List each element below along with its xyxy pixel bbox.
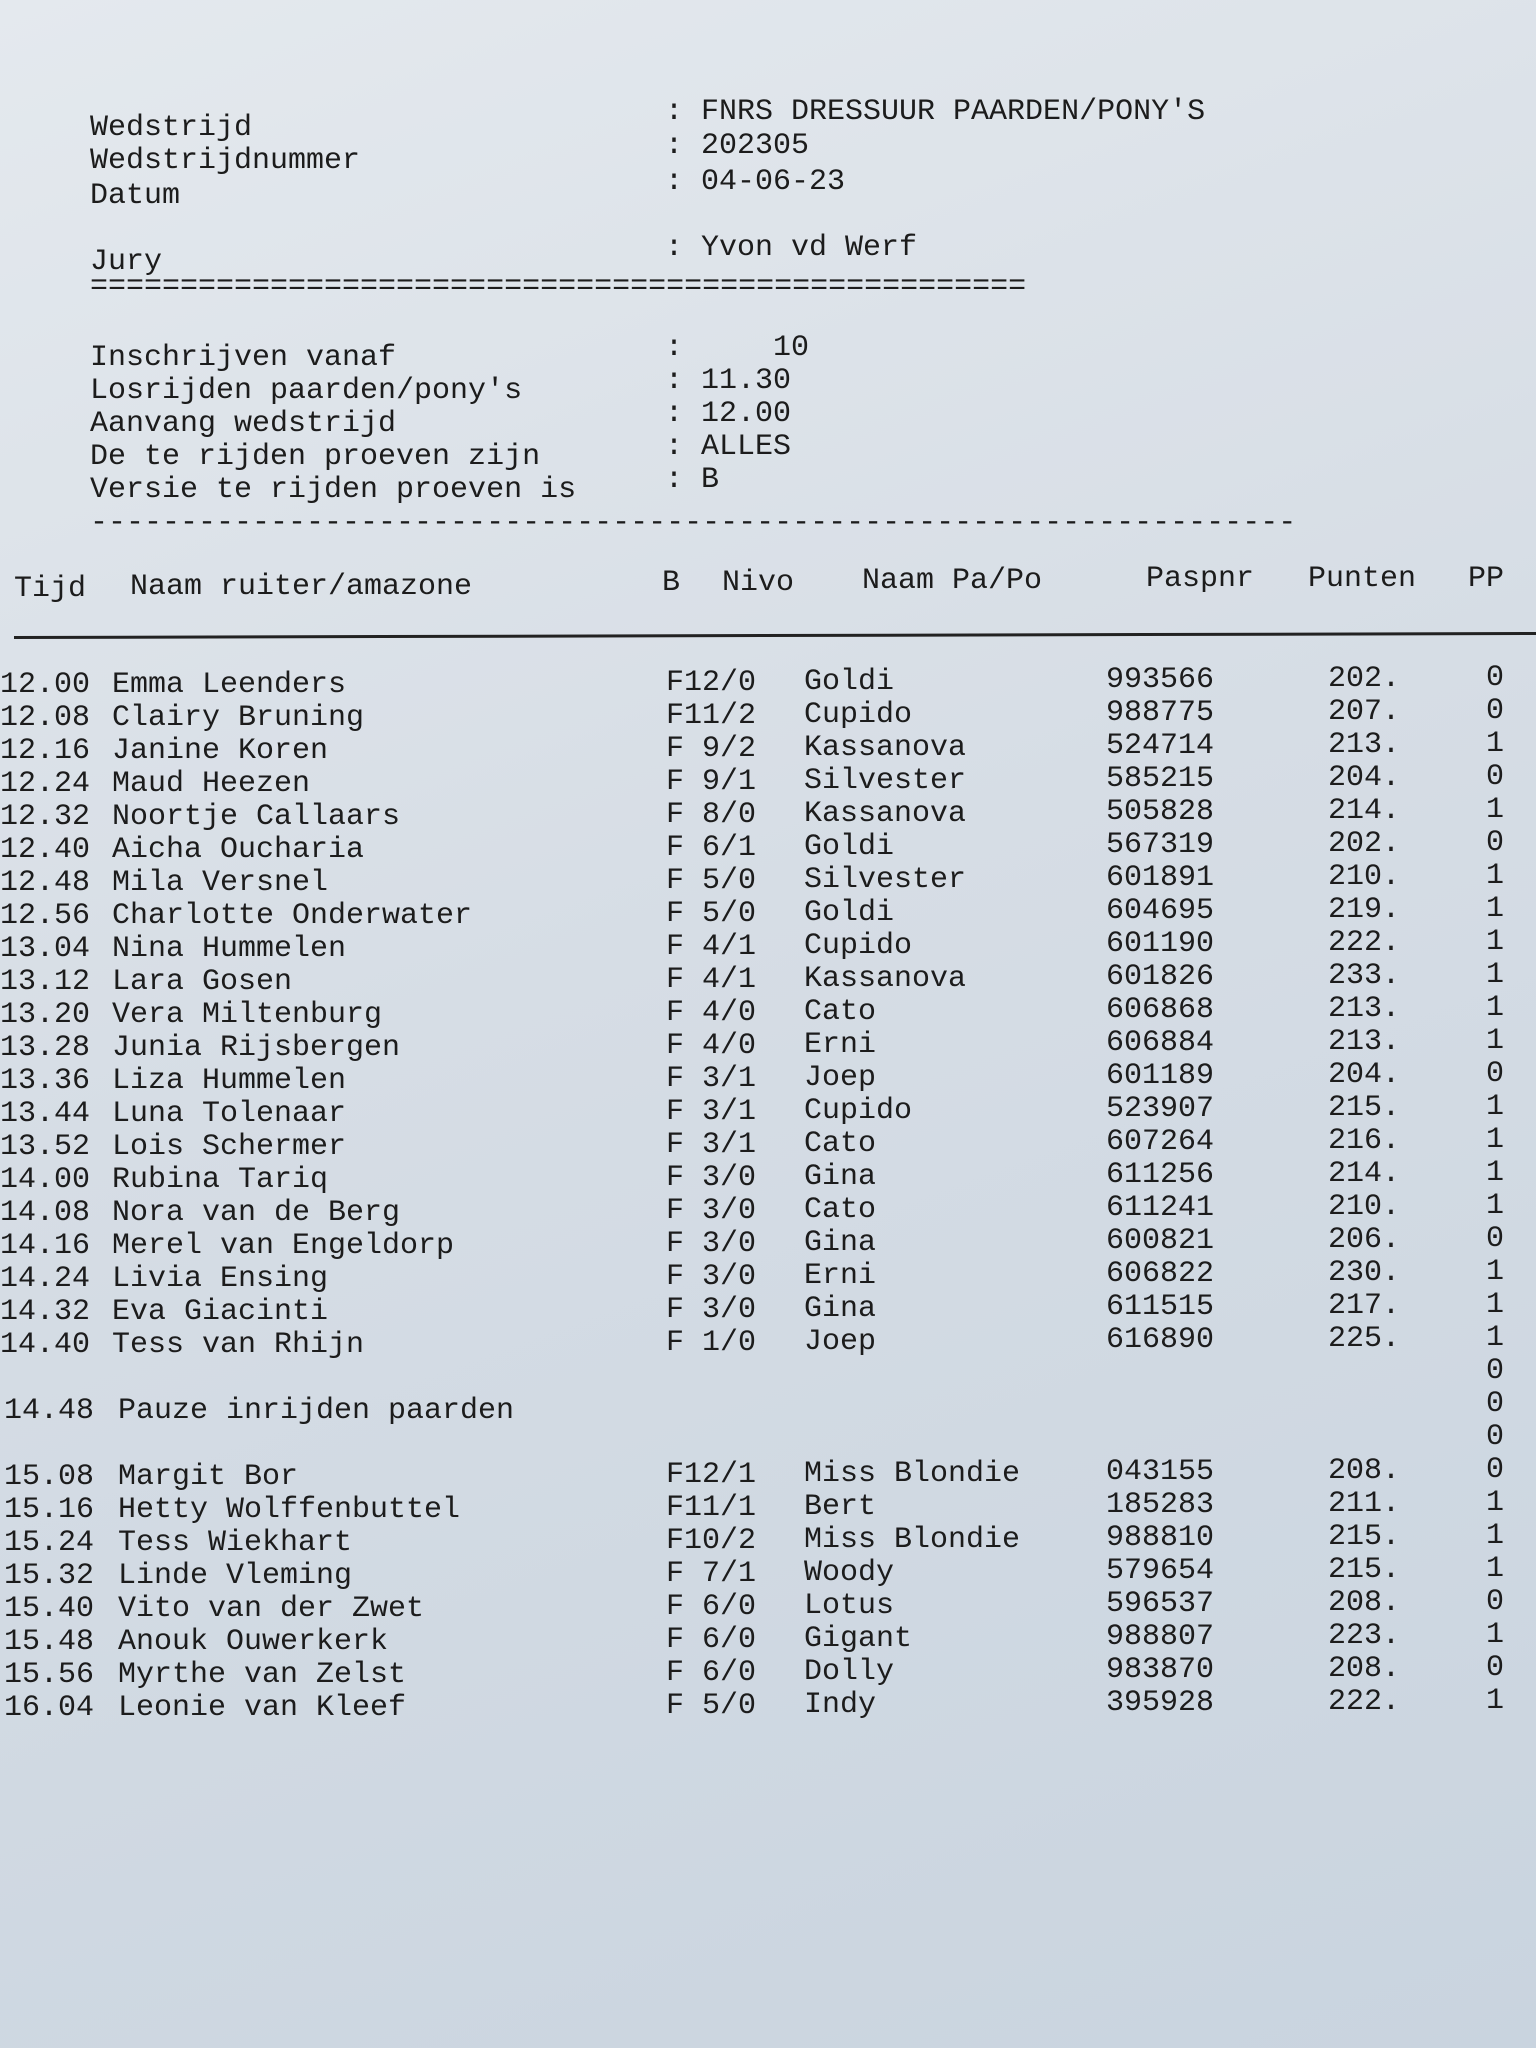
row-paspnr: 579654 (1106, 1554, 1215, 1588)
row-paard: Kassanova (804, 962, 967, 996)
info-value-losrijden: : 11.30 (665, 364, 792, 398)
row-paspnr: 988775 (1106, 696, 1215, 730)
row-tijd: 13.44 (0, 1097, 91, 1131)
row-paard: Cato (804, 1127, 877, 1161)
row-naam: Luna Tolenaar (112, 1097, 347, 1131)
row-pp: 1 (1486, 892, 1505, 926)
row-paard: Miss Blondie (804, 1457, 1021, 1491)
row-naam: Anouk Ouwerkerk (118, 1625, 389, 1659)
row-pp: 0 (1486, 694, 1505, 728)
row-punten: 216. (1328, 1124, 1401, 1158)
col-pp: PP (1468, 562, 1505, 596)
row-paard: Erni (804, 1028, 877, 1062)
row-pp: 0 (1486, 1453, 1505, 1487)
row-naam: Charlotte Onderwater (112, 899, 473, 933)
row-tijd: 13.12 (0, 965, 91, 999)
row-paspnr: 601190 (1106, 927, 1215, 961)
info-value-aanvang: : 12.00 (665, 397, 792, 431)
row-punten: 214. (1328, 1157, 1401, 1191)
row-tijd: 16.04 (4, 1691, 95, 1725)
row-tijd: 12.32 (0, 800, 91, 834)
row-punten: 206. (1328, 1223, 1401, 1257)
header-label-jury: Jury (90, 245, 163, 279)
row-nivo: F 3/0 (666, 1293, 757, 1327)
row-paspnr: 596537 (1106, 1587, 1215, 1621)
row-punten: 202. (1328, 827, 1401, 861)
row-nivo: F 1/0 (666, 1326, 757, 1360)
row-naam: Pauze inrijden paarden (118, 1394, 515, 1428)
row-punten: 233. (1328, 959, 1401, 993)
row-tijd: 14.24 (0, 1262, 91, 1296)
row-nivo: F 6/1 (666, 831, 757, 865)
row-punten: 215. (1328, 1553, 1401, 1587)
row-paspnr: 607264 (1106, 1125, 1215, 1159)
header-label-datum: Datum (90, 179, 181, 213)
row-paard: Cupido (804, 929, 913, 963)
row-nivo: F 8/0 (666, 798, 757, 832)
header-label-wedstrijd: Wedstrijd (90, 111, 253, 145)
row-pp: 1 (1486, 1552, 1505, 1586)
row-paard: Cato (804, 1193, 877, 1227)
row-naam: Myrthe van Zelst (118, 1658, 407, 1692)
row-paspnr: 611515 (1106, 1290, 1215, 1324)
row-tijd: 12.56 (0, 899, 91, 933)
row-naam: Tess Wiekhart (118, 1526, 353, 1560)
row-paard: Goldi (804, 896, 895, 930)
row-paspnr: 993566 (1106, 663, 1215, 697)
header-divider-line (14, 632, 1536, 639)
row-punten: 215. (1328, 1091, 1401, 1125)
row-punten: 204. (1328, 761, 1401, 795)
row-pp: 0 (1486, 1354, 1505, 1388)
row-tijd: 14.00 (0, 1163, 91, 1197)
col-punten: Punten (1308, 562, 1417, 596)
header-value-wedstrijd: : FNRS DRESSUUR PAARDEN/PONY'S (665, 95, 1206, 129)
row-tijd: 15.16 (4, 1493, 95, 1527)
row-tijd: 12.48 (0, 866, 91, 900)
row-naam: Lara Gosen (112, 965, 293, 999)
row-nivo: F 3/0 (666, 1161, 757, 1195)
info-value-proeven: : ALLES (665, 430, 792, 464)
row-paard: Indy (804, 1688, 877, 1722)
col-naam: Naam ruiter/amazone (130, 570, 473, 604)
info-label-aanvang: Aanvang wedstrijd (90, 407, 397, 441)
row-paard: Kassanova (804, 731, 967, 765)
col-tijd: Tijd (14, 572, 87, 606)
row-paard: Joep (804, 1325, 877, 1359)
row-naam: Nora van de Berg (112, 1196, 401, 1230)
row-nivo: F 4/1 (666, 930, 757, 964)
row-tijd: 12.24 (0, 767, 91, 801)
row-paard: Cupido (804, 1094, 913, 1128)
row-nivo: F 5/0 (666, 1689, 757, 1723)
row-nivo: F 4/0 (666, 1029, 757, 1063)
row-punten: 207. (1328, 695, 1401, 729)
row-paspnr: 606884 (1106, 1026, 1215, 1060)
row-pp: 1 (1486, 1189, 1505, 1223)
row-tijd: 15.48 (4, 1625, 95, 1659)
row-pp: 1 (1486, 1321, 1505, 1355)
row-paard: Miss Blondie (804, 1523, 1021, 1557)
row-naam: Liza Hummelen (112, 1064, 347, 1098)
col-paspnr: Paspnr (1146, 562, 1255, 596)
row-paspnr: 523907 (1106, 1092, 1215, 1126)
row-tijd: 15.08 (4, 1460, 95, 1494)
row-paspnr: 611241 (1106, 1191, 1215, 1225)
row-punten: 208. (1328, 1454, 1401, 1488)
row-tijd: 14.16 (0, 1229, 91, 1263)
row-paspnr: 606822 (1106, 1257, 1215, 1291)
row-tijd: 13.52 (0, 1130, 91, 1164)
row-punten: 230. (1328, 1256, 1401, 1290)
row-paspnr: 606868 (1106, 993, 1215, 1027)
row-paspnr: 185283 (1106, 1488, 1215, 1522)
row-punten: 208. (1328, 1586, 1401, 1620)
row-pp: 0 (1486, 826, 1505, 860)
row-punten: 213. (1328, 728, 1401, 762)
row-tijd: 14.32 (0, 1295, 91, 1329)
row-tijd: 13.20 (0, 998, 91, 1032)
row-nivo: F 9/2 (666, 732, 757, 766)
row-paard: Bert (804, 1490, 877, 1524)
row-tijd: 13.36 (0, 1064, 91, 1098)
row-pp: 1 (1486, 859, 1505, 893)
row-naam: Aicha Oucharia (112, 833, 365, 867)
row-paard: Dolly (804, 1655, 895, 1689)
row-naam: Eva Giacinti (112, 1295, 329, 1329)
row-punten: 202. (1328, 662, 1401, 696)
row-punten: 208. (1328, 1652, 1401, 1686)
row-nivo: F 3/0 (666, 1260, 757, 1294)
row-nivo: F12/1 (666, 1458, 757, 1492)
row-pp: 1 (1486, 1156, 1505, 1190)
row-naam: Noortje Callaars (112, 800, 401, 834)
row-nivo: F 3/1 (666, 1095, 757, 1129)
row-pp: 0 (1486, 1057, 1505, 1091)
row-punten: 219. (1328, 893, 1401, 927)
row-pp: 0 (1486, 1651, 1505, 1685)
row-punten: 210. (1328, 1190, 1401, 1224)
row-tijd: 14.40 (0, 1328, 91, 1362)
header-label-wedstrijdnummer: Wedstrijdnummer (90, 144, 361, 178)
row-naam: Janine Koren (112, 734, 329, 768)
row-paspnr: 395928 (1106, 1686, 1215, 1720)
row-naam: Emma Leenders (112, 668, 347, 702)
col-paard: Naam Pa/Po (862, 564, 1043, 598)
row-pp: 0 (1486, 1222, 1505, 1256)
row-nivo: F 9/1 (666, 765, 757, 799)
row-pp: 0 (1486, 1387, 1505, 1421)
row-tijd: 12.08 (0, 701, 91, 735)
row-pp: 0 (1486, 1585, 1505, 1619)
row-naam: Rubina Tariq (112, 1163, 329, 1197)
info-label-losrijden: Losrijden paarden/pony's (90, 374, 523, 408)
row-paard: Cupido (804, 698, 913, 732)
row-tijd: 12.16 (0, 734, 91, 768)
row-pp: 1 (1486, 991, 1505, 1025)
row-nivo: F11/1 (666, 1491, 757, 1525)
row-pp: 1 (1486, 1123, 1505, 1157)
row-punten: 211. (1328, 1487, 1401, 1521)
row-naam: Clairy Bruning (112, 701, 365, 735)
row-pp: 1 (1486, 1288, 1505, 1322)
row-naam: Tess van Rhijn (112, 1328, 365, 1362)
info-label-versie: Versie te rijden proeven is (90, 473, 577, 507)
row-naam: Maud Heezen (112, 767, 311, 801)
row-tijd: 14.48 (4, 1394, 95, 1428)
row-tijd: 15.40 (4, 1592, 95, 1626)
row-paard: Joep (804, 1061, 877, 1095)
info-value-versie: : B (665, 463, 720, 497)
row-pp: 1 (1486, 1684, 1505, 1718)
row-paard: Gina (804, 1160, 877, 1194)
row-paspnr: 983870 (1106, 1653, 1215, 1687)
row-nivo: F 3/0 (666, 1227, 757, 1261)
row-paspnr: 616890 (1106, 1323, 1215, 1357)
row-pp: 0 (1486, 661, 1505, 695)
row-pp: 1 (1486, 1519, 1505, 1553)
info-value-inschrijven: : 10 (665, 331, 810, 365)
row-punten: 222. (1328, 926, 1401, 960)
row-naam: Junia Rijsbergen (112, 1031, 401, 1065)
row-tijd: 12.00 (0, 668, 91, 702)
row-nivo: F 7/1 (666, 1557, 757, 1591)
row-nivo: F 5/0 (666, 864, 757, 898)
row-nivo: F 6/0 (666, 1656, 757, 1690)
row-nivo: F 6/0 (666, 1590, 757, 1624)
row-punten: 217. (1328, 1289, 1401, 1323)
single-rule: ------------------------------------------------------------------- (90, 508, 1297, 538)
header-value-wedstrijdnummer: : 202305 (665, 129, 810, 163)
row-nivo: F12/0 (666, 666, 757, 700)
row-nivo: F 3/0 (666, 1194, 757, 1228)
row-naam: Livia Ensing (112, 1262, 329, 1296)
row-pp: 1 (1486, 793, 1505, 827)
row-punten: 214. (1328, 794, 1401, 828)
row-paard: Gina (804, 1226, 877, 1260)
header-value-jury: : Yvon vd Werf (665, 231, 918, 265)
row-punten: 215. (1328, 1520, 1401, 1554)
row-paspnr: 604695 (1106, 894, 1215, 928)
row-nivo: F 5/0 (666, 897, 757, 931)
col-nivo: Nivo (722, 566, 795, 600)
row-punten: 222. (1328, 1685, 1401, 1719)
row-paspnr: 524714 (1106, 729, 1215, 763)
row-paard: Kassanova (804, 797, 967, 831)
row-naam: Lois Schermer (112, 1130, 347, 1164)
row-pp: 1 (1486, 1486, 1505, 1520)
row-pp: 1 (1486, 1090, 1505, 1124)
row-nivo: F10/2 (666, 1524, 757, 1558)
col-b: B (662, 566, 681, 600)
row-paard: Silvester (804, 764, 967, 798)
row-paspnr: 601891 (1106, 861, 1215, 895)
row-tijd: 15.56 (4, 1658, 95, 1692)
row-paspnr: 585215 (1106, 762, 1215, 796)
row-pp: 1 (1486, 958, 1505, 992)
row-tijd: 15.24 (4, 1526, 95, 1560)
row-paard: Cato (804, 995, 877, 1029)
row-paard: Gigant (804, 1622, 913, 1656)
row-paspnr: 567319 (1106, 828, 1215, 862)
info-label-inschrijven: Inschrijven vanaf (90, 341, 397, 375)
row-punten: 204. (1328, 1058, 1401, 1092)
row-punten: 223. (1328, 1619, 1401, 1653)
header-value-datum: : 04-06-23 (665, 165, 846, 199)
row-naam: Vito van der Zwet (118, 1592, 425, 1626)
row-nivo: F 4/0 (666, 996, 757, 1030)
row-paard: Gina (804, 1292, 877, 1326)
row-naam: Margit Bor (118, 1460, 299, 1494)
row-paard: Goldi (804, 830, 895, 864)
row-naam: Mila Versnel (112, 866, 329, 900)
info-label-proeven: De te rijden proeven zijn (90, 440, 541, 474)
row-punten: 213. (1328, 992, 1401, 1026)
row-paard: Woody (804, 1556, 895, 1590)
row-pp: 0 (1486, 1420, 1505, 1454)
row-paspnr: 601826 (1106, 960, 1215, 994)
row-nivo: F 6/0 (666, 1623, 757, 1657)
double-rule: ==================================================== (90, 272, 1027, 302)
row-paard: Goldi (804, 665, 895, 699)
row-paspnr: 611256 (1106, 1158, 1215, 1192)
row-nivo: F 3/1 (666, 1128, 757, 1162)
row-pp: 0 (1486, 760, 1505, 794)
row-tijd: 15.32 (4, 1559, 95, 1593)
row-naam: Vera Miltenburg (112, 998, 383, 1032)
row-paspnr: 505828 (1106, 795, 1215, 829)
row-tijd: 14.08 (0, 1196, 91, 1230)
row-naam: Linde Vleming (118, 1559, 353, 1593)
row-pp: 1 (1486, 925, 1505, 959)
row-punten: 225. (1328, 1322, 1401, 1356)
row-pp: 1 (1486, 1024, 1505, 1058)
row-nivo: F11/2 (666, 699, 757, 733)
row-tijd: 12.40 (0, 833, 91, 867)
row-paard: Silvester (804, 863, 967, 897)
row-pp: 1 (1486, 1255, 1505, 1289)
row-paspnr: 601189 (1106, 1059, 1215, 1093)
row-pp: 1 (1486, 727, 1505, 761)
row-tijd: 13.04 (0, 932, 91, 966)
row-paspnr: 043155 (1106, 1455, 1215, 1489)
row-punten: 210. (1328, 860, 1401, 894)
row-nivo: F 4/1 (666, 963, 757, 997)
row-naam: Nina Hummelen (112, 932, 347, 966)
row-paard: Lotus (804, 1589, 895, 1623)
row-punten: 213. (1328, 1025, 1401, 1059)
row-paard: Erni (804, 1259, 877, 1293)
row-tijd: 13.28 (0, 1031, 91, 1065)
row-paspnr: 988807 (1106, 1620, 1215, 1654)
row-naam: Hetty Wolffenbuttel (118, 1493, 461, 1527)
row-pp: 1 (1486, 1618, 1505, 1652)
row-naam: Leonie van Kleef (118, 1691, 407, 1725)
row-nivo: F 3/1 (666, 1062, 757, 1096)
row-naam: Merel van Engeldorp (112, 1229, 455, 1263)
row-paspnr: 600821 (1106, 1224, 1215, 1258)
row-paspnr: 988810 (1106, 1521, 1215, 1555)
